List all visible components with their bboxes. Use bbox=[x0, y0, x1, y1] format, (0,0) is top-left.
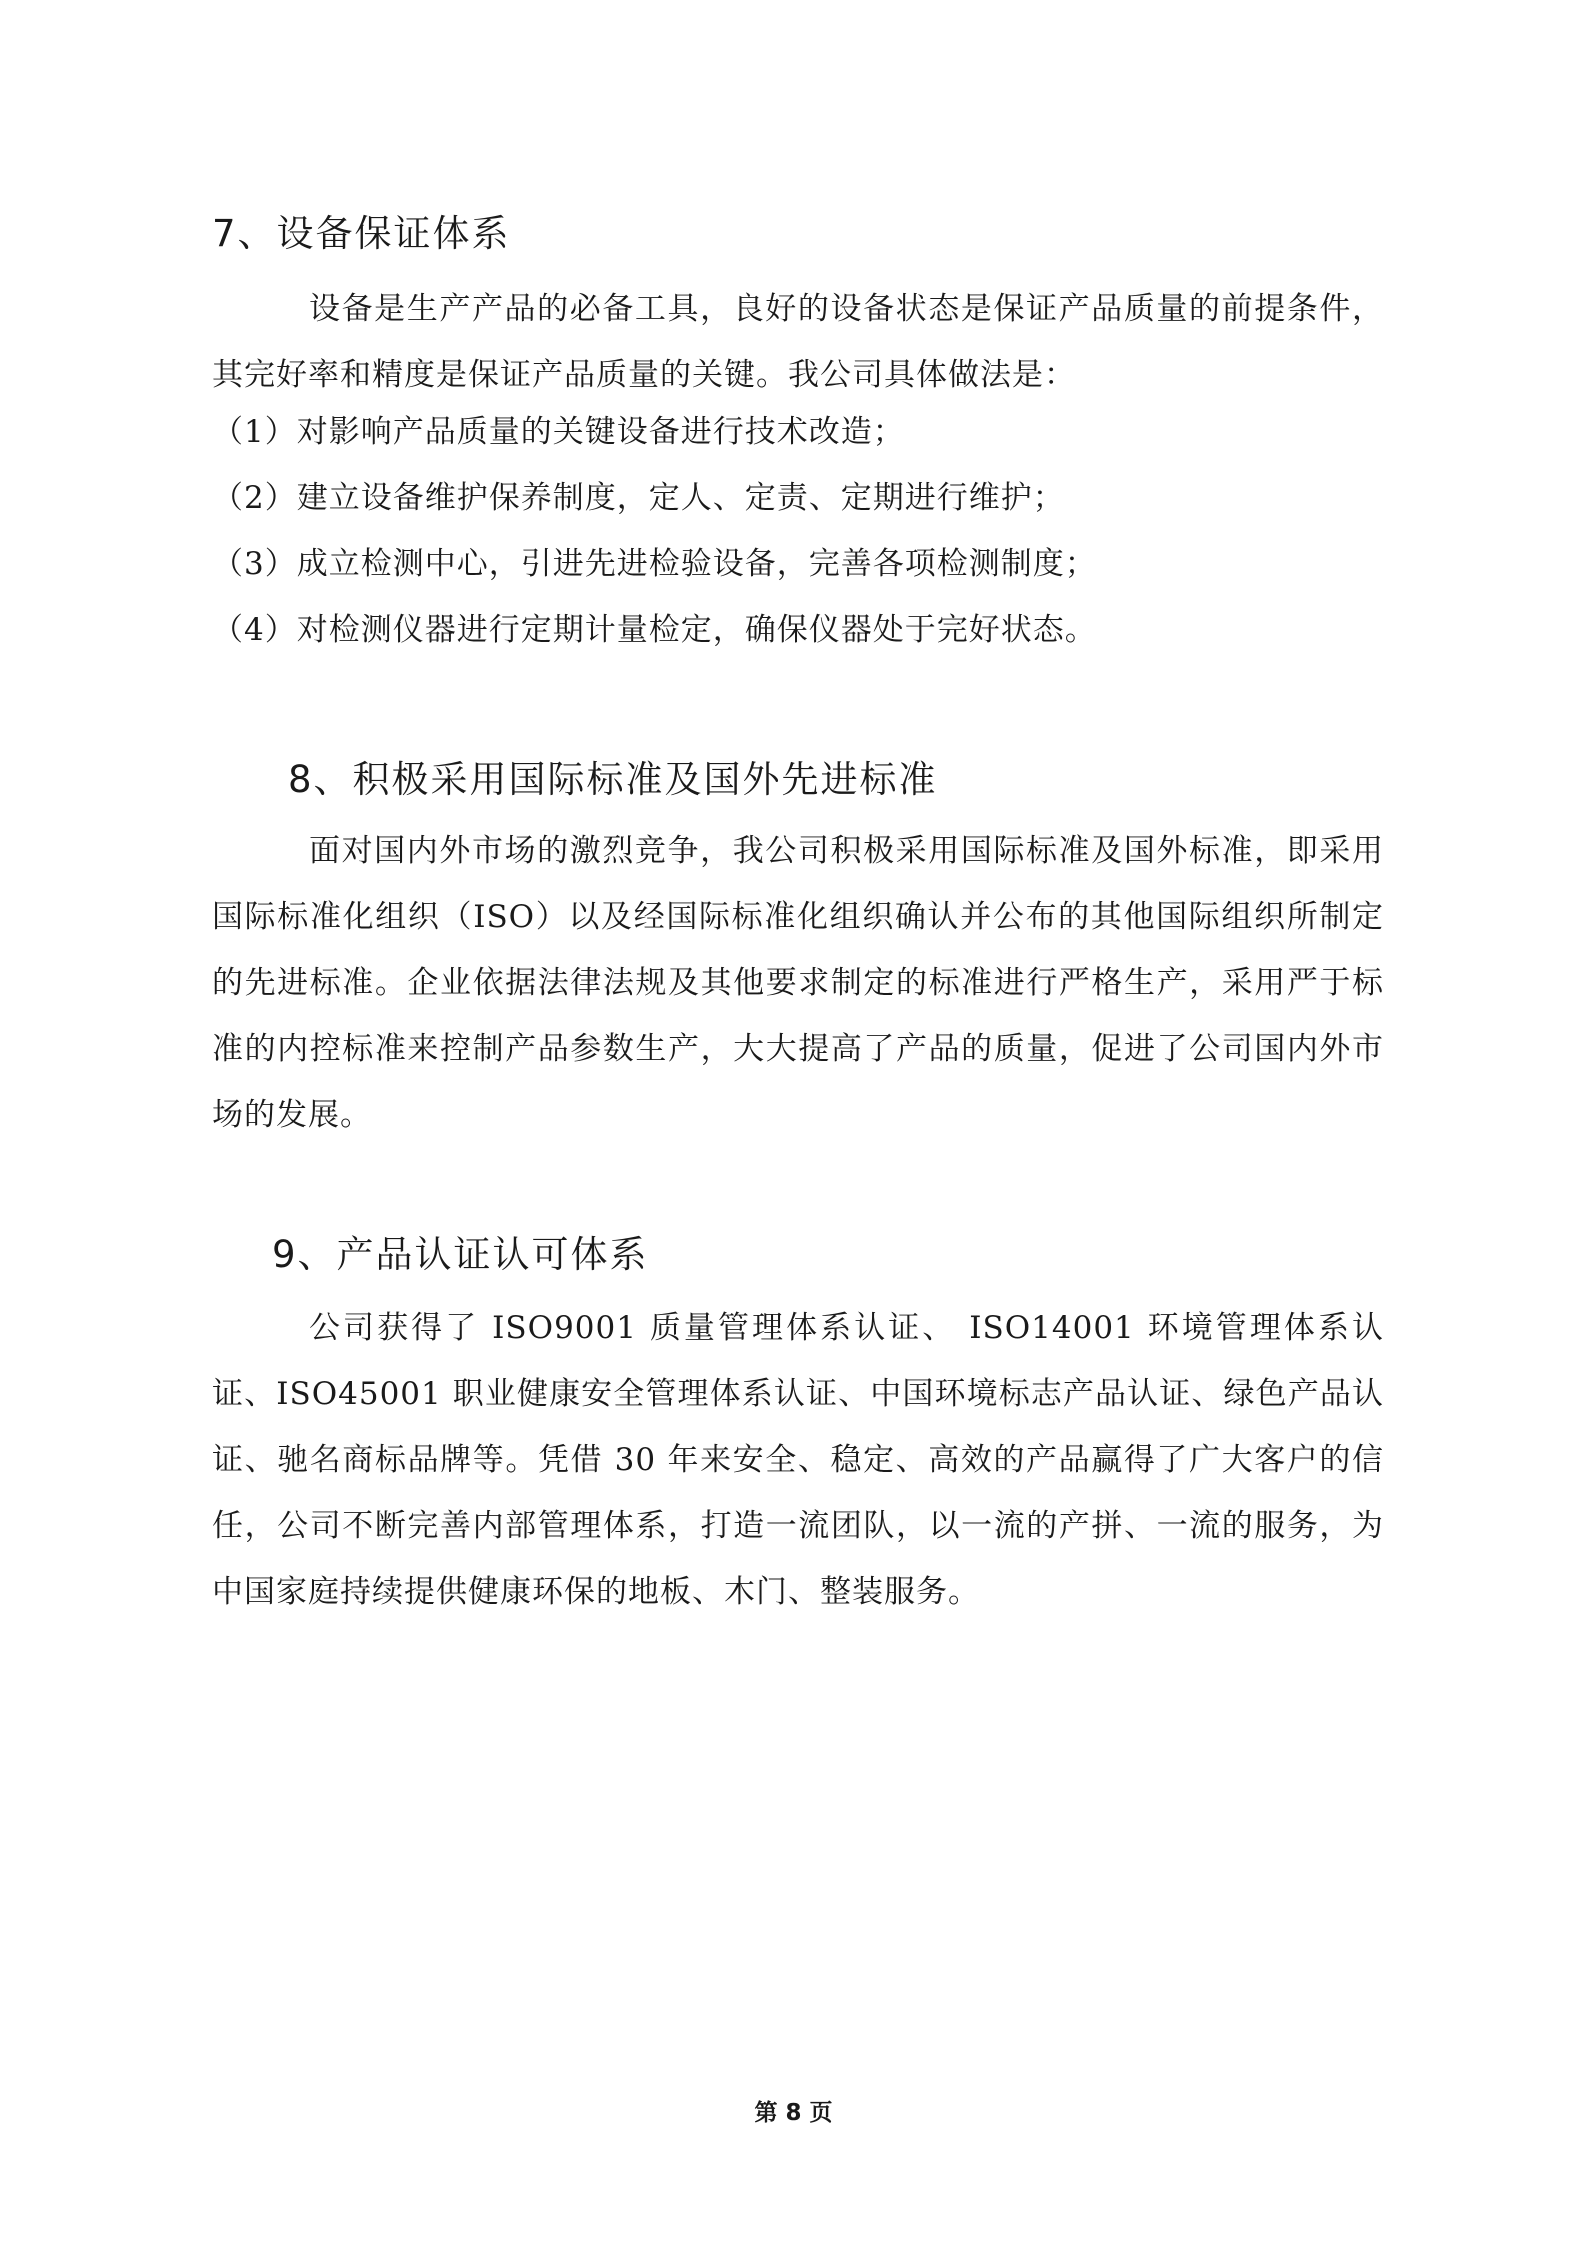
section-7-paragraph: 设备是生产产品的必备工具，良好的设备状态是保证产品质量的前提条件，其完好率和精度是保证产品质量的关键。我公司具体做法是： bbox=[212, 291, 1384, 393]
section-8-heading: 8、积极采用国际标准及国外先进标准 bbox=[288, 758, 938, 801]
list-item: （4）对检测仪器进行定期计量检定，确保仪器处于完好状态。 bbox=[212, 612, 1097, 648]
section-7-heading: 7、设备保证体系 bbox=[212, 212, 511, 255]
list-item: （2）建立设备维护保养制度，定人、定责、定期进行维护； bbox=[212, 480, 1065, 516]
page-number: 第 8 页 bbox=[754, 2100, 833, 2126]
section-9-heading: 9、产品认证认可体系 bbox=[272, 1233, 649, 1276]
list-item: （1）对影响产品质量的关键设备进行技术改造； bbox=[212, 414, 905, 450]
list-item: （3）成立检测中心，引进先进检验设备，完善各项检测制度； bbox=[212, 546, 1097, 582]
section-9-paragraph: 公司获得了 ISO9001 质量管理体系认证、 ISO14001 环境管理体系认证、ISO45001 职业健康安全管理体系认证、中国环境标志产品认证、绿色产品认证、驰名商标品牌等。凭借 30 年来安全、稳定、高效的产品赢得了广大客户的信任，公司不断完善内部管理体系，打造一流团队，以一流的产拼、一流的服务，为中国家庭持续提供健康环保的地板、木门、整装服务。 bbox=[212, 1310, 1384, 1610]
section-8-paragraph: 面对国内外市场的激烈竞争，我公司积极采用国际标准及国外标准，即采用国际标准化组织（ISO）以及经国际标准化组织确认并公布的其他国际组织所制定的先进标准。企业依据法律法规及其他要求制定的标准进行严格生产，采用严于标准的内控标准来控制产品参数生产，大大提高了产品的质量，促进了公司国内外市场的发展。 bbox=[212, 833, 1384, 1133]
section-7-list bbox=[212, 399, 1384, 663]
